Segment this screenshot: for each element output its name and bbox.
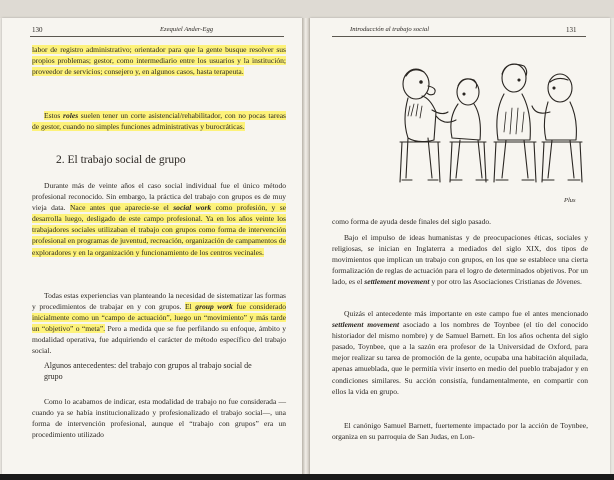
right-running-head: Introducción al trabajo social [350, 26, 430, 33]
left-page-number: 130 [32, 26, 43, 34]
text-span: Durante más de veinte años el caso social individual fue el único método profesional reconocido. Sin embargo, la práctica del trabajo con grupos es de muy vieja data. [32, 181, 286, 213]
text-span: Pero a medida que se fue perfilando su enfoque, ámbito y modalidad operativa, fue adquiriendo el carácter de método específico del trabajo social. [32, 324, 286, 356]
left-header-rule [30, 36, 284, 37]
text-span: Nace antes que aparecie-se el [69, 203, 174, 213]
illustration-signature: Plus [564, 197, 576, 204]
viewer-background-top [0, 0, 614, 18]
left-paragraph-1 [32, 44, 286, 77]
text-span: Bajo el impulso de ideas humanistas y de preocupaciones éticas, sociales y religiosas, se inician en Inglaterra a mediados del siglo XIX, dos tipos de movimientos que implican un trabajo con grupos, en los que se establece una cierta formalización de reglas de actuación para el logro de determinados objetivos. Por un lado, es el [332, 233, 588, 287]
text-span: El [185, 302, 196, 312]
text-span: como profesión, y se desarrolla luego, desligado de este campo profesional. Ya en los años veinte los trabajadores sociales utilizaban el trabajo con grupos como forma de intervención profesional en programas de juventud, recreación, organización de campamentos de exploradores y en la organización y funcionamiento de los centros vecinales. [32, 203, 287, 257]
left-page [2, 18, 302, 474]
right-paragraph-4: El canónigo Samuel Barnett, fuertemente impactado por la acción de Toynbee, organiza en su parroquia de San Judas, en Lon- [332, 421, 588, 442]
highlight-1: labor de registro administrativo; orientador para que la gente busque resolver sus propios problemas; gestor, como intermediario entre los usuarios y la institución; proveedor de servicios; consejero y, en algunos casos, hasta terapeuta. [32, 45, 286, 77]
figure-3 [494, 64, 536, 182]
figure-2 [436, 79, 488, 182]
italic-roles: roles [63, 111, 79, 120]
right-paragraph-1: como forma de ayuda desde finales del siglo pasado. [332, 217, 492, 226]
subsection-title: Algunos antecedentes: del trabajo con grupos al trabajo social de grupo [44, 361, 252, 381]
text-span: suelen tener un corte asistencial/rehabilitador, con no pocas tareas de gestor, cuando no simples funciones administrativas y burocráticas. [32, 111, 286, 132]
left-paragraph-4 [32, 290, 286, 357]
text-span: y por otro las Asociaciones Cristianas de Jóvenes. [429, 277, 582, 287]
text-span: Todas estas experiencias van planteando la necesidad de sistematizar las formas y procedimientos de trabajar en y con grupos. [32, 291, 286, 312]
italic-group-work: group work [195, 302, 233, 312]
text-span: fue considerado inicialmente como un “campo de actuación”, luego un “movimiento” y más tarde un “objetivo” o “meta”. [32, 302, 286, 334]
right-paragraph-3 [332, 308, 588, 397]
right-page-number: 131 [566, 26, 577, 34]
left-running-head: Ezequiel Ander-Egg [160, 26, 214, 33]
book-gutter [302, 18, 310, 474]
viewer-background-bottom [0, 474, 614, 480]
left-paragraph-5: Como lo acabamos de indicar, esta modalidad de trabajo no fue considerada —cuando ya se había institucionalizado y profesionalizado el trabajo social—, una forma de intervención profesional, aunque el “trabajo con grupos” era un procedimiento utilizado [32, 397, 286, 440]
right-paragraph-2 [332, 232, 588, 287]
text-span: Estos [44, 111, 64, 120]
italic-settlement-movement: settlement movement [332, 320, 400, 330]
left-paragraph-2 [32, 110, 286, 132]
left-paragraph-3 [32, 180, 286, 258]
text-span: Quizás el antecedente más importante en este campo fue el antes mencionado [344, 309, 588, 318]
italic-social-work: social work [173, 203, 212, 213]
figure-1 [400, 69, 448, 182]
text-span: asociado a los nombres de Toynbee (el tío del conocido historiador del mismo nombre) y de Samuel Barnett. En los años ochenta del siglo pasado, Toynbee, que a la sazón era profesor de la Universidad de Oxford, para mejor realizar su tarea de promoción de la gente, ocupaba una habitación alquilada, apenas amueblada, que le permitía vivir inserto en medio del pueblo trabajador y en condiciones similares. Su acción consistía, fundamentalmente, en compartir con ellos la vida en grupo. [332, 320, 589, 396]
figure-4 [532, 74, 582, 182]
right-header-rule [332, 36, 586, 37]
italic-settlement-movement: settlement movement [364, 277, 430, 287]
group-discussion-illustration [388, 42, 588, 214]
right-page [310, 18, 610, 474]
section-title: 2. El trabajo social de grupo [56, 154, 186, 166]
